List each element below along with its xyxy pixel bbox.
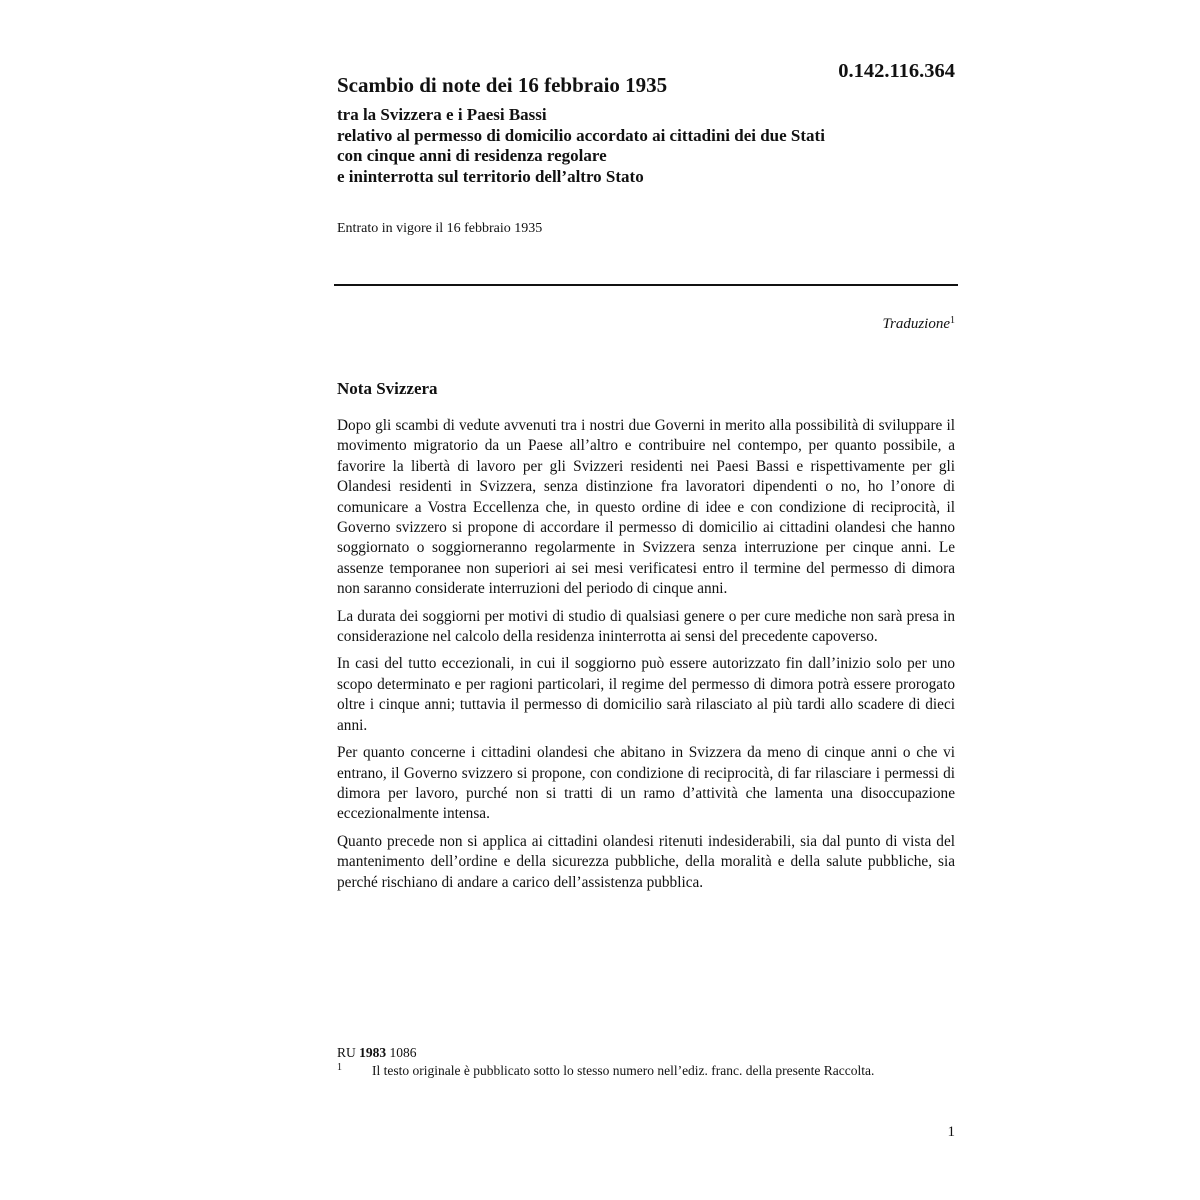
page-number: 1 (947, 1124, 955, 1140)
body-paragraph: Quanto precede non si applica ai cittadini olandesi ritenuti indesiderabili, sia dal punto di vista del mantenimento dell’ordine e della sicurezza pubbliche, della moralità e della salute pubbliche, sia perché rischiano di andare a carico dell’assistenza pubblica. (337, 832, 955, 891)
footnotes (337, 1044, 955, 1079)
body-paragraph: Dopo gli scambi di vedute avvenuti tra i nostri due Governi in merito alla possibilità di sviluppare il movimento migratorio da un Paese all’altro e contribuire nel contempo, per quanto possibile, a favorire la libertà di lavoro per gli Svizzeri residenti nei Paesi Bassi e rispettivamente per gli Olandesi residenti in Svizzera, senza distinzione fra lavoratori dipendenti o no, ho l’onore di comunicare a Vostra Eccellenza che, in questo ordine di idee e con condizione di reciprocità, il Governo svizzero si propone di accordare il permesso di domicilio ai cittadini olandesi che hanno soggiornato o soggiorneranno regolarmente in Svizzera senza interruzione per cinque anni. Le assenze temporanee non superiori ai sei mesi verificatesi entro il termine del permesso di dimora non saranno considerate interruzioni del periodo di cinque anni. (337, 417, 955, 598)
footnote-reference[interactable]: 1 (950, 315, 955, 326)
subtitle-line: con cinque anni di residenza regolare (337, 146, 607, 165)
body-paragraph: Per quanto concerne i cittadini olandesi che abitano in Svizzera da meno di cinque anni o che vi entrano, il Governo svizzero si propone, con condizione di reciprocità, di far rilasciare i permessi di dimora per lavoro, purché non si tratti di un ramo d’attività che lamenta una disoccupazione eccezionalmente intensa. (337, 744, 955, 823)
ru-year: 1983 (359, 1045, 387, 1060)
translation-note (760, 316, 955, 333)
body-paragraph: La durata dei soggiorni per motivi di studio di qualsiasi genere o per cure mediche non sarà presa in considerazione nel calcolo della residenza ininterrotta ai sensi del precedente capoverso. (337, 607, 955, 646)
footnote-text: Il testo originale è pubblicato sotto lo stesso numero nell’ediz. franc. della presente Raccolta. (372, 1063, 875, 1078)
note-body (337, 416, 955, 900)
official-collection-reference (337, 1044, 955, 1061)
translation-label: Traduzione (882, 316, 950, 332)
subtitle-line: tra la Svizzera e i Paesi Bassi (337, 105, 547, 124)
ru-page: 1086 (389, 1045, 417, 1060)
ru-prefix: RU (337, 1045, 356, 1060)
footnote (337, 1062, 955, 1079)
document-subtitle (337, 105, 825, 187)
horizontal-rule (334, 284, 958, 286)
footnote-number: 1 (337, 1062, 342, 1073)
document-title: Scambio di note dei 16 febbraio 1935 (337, 73, 668, 97)
sr-number: 0.142.116.364 (838, 60, 955, 82)
subtitle-line: e ininterrotta sul territorio dell’altro Stato (337, 166, 644, 186)
body-paragraph: In casi del tutto eccezionali, in cui il soggiorno può essere autorizzato fin dall’inizio solo per uno scopo determinato e per ragioni particolari, il regime del permesso di dimora potrà essere prorogato oltre i cinque anni; tuttavia il permesso di domicilio sarà rilasciato al più tardi allo scadere di dieci anni. (337, 655, 955, 734)
section-heading: Nota Svizzera (337, 379, 438, 398)
subtitle-line: relativo al permesso di domicilio accordato ai cittadini dei due Stati (337, 125, 825, 145)
entry-into-force: Entrato in vigore il 16 febbraio 1935 (337, 221, 543, 236)
